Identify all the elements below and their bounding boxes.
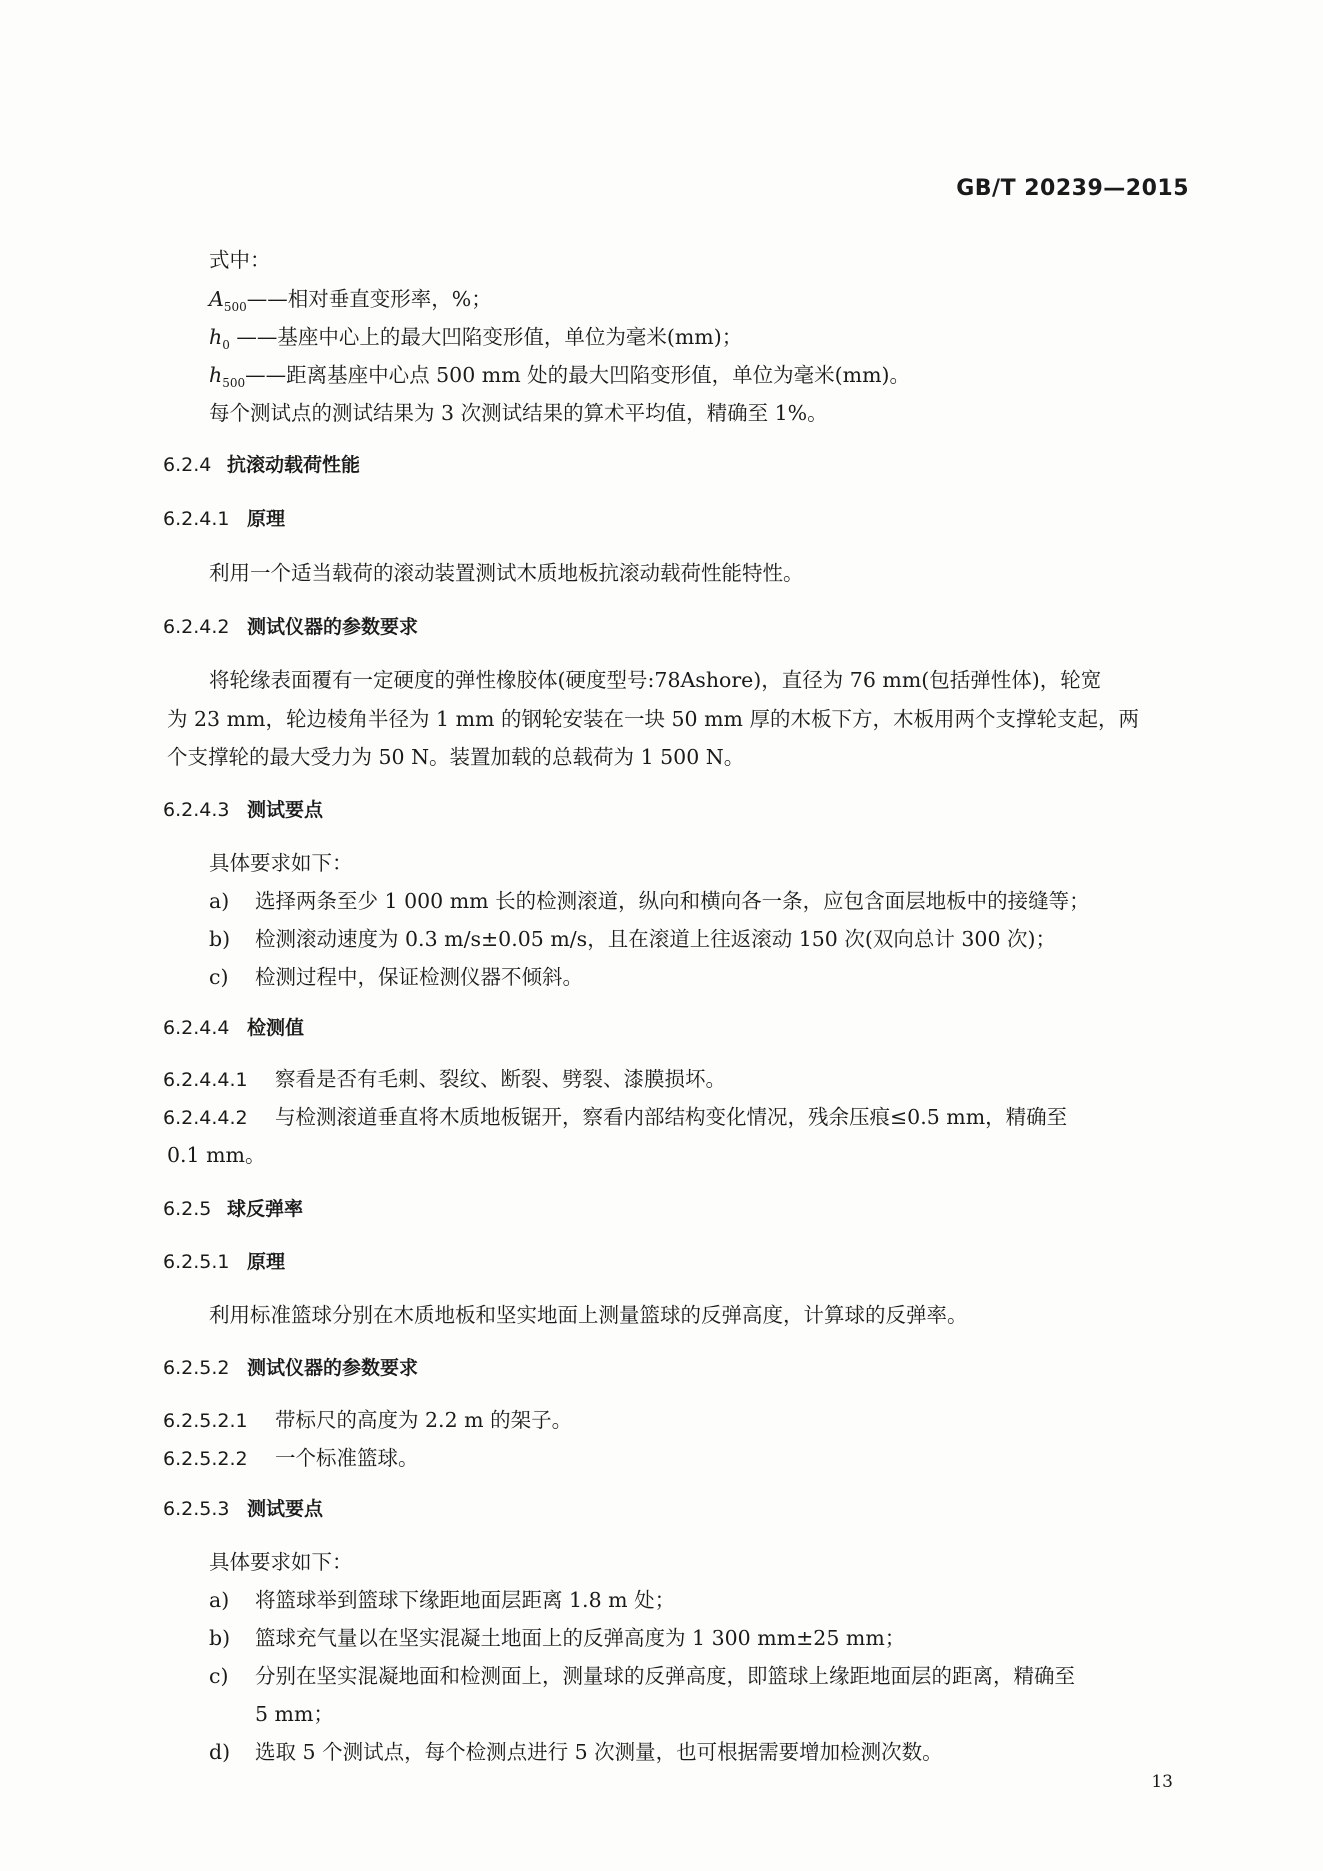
formula-intro: 式中：	[209, 248, 271, 272]
section-heading-6-2-5-1: 6.2.5.1 原理	[163, 1251, 286, 1273]
result-note: 每个测试点的测试结果为 3 次测试结果的算术平均值，精确至 1%。	[209, 401, 828, 425]
symbol: $h_0$	[209, 325, 230, 353]
symbol: $h_{500}$	[209, 363, 246, 391]
section-heading-6-2-4-2: 6.2.4.2 测试仪器的参数要求	[163, 616, 419, 638]
paragraph: 利用一个适当载荷的滚动装置测试木质地板抗滚动载荷性能特性。	[209, 561, 804, 585]
list-intro: 具体要求如下：	[209, 1550, 353, 1574]
legend-text: ——距离基座中心点 500 mm 处的最大凹陷变形值，单位为毫米(mm)。	[245, 363, 911, 387]
list-item: b) 篮球充气量以在坚实混凝土地面上的反弹高度为 1 300 mm±25 mm；	[209, 1626, 906, 1650]
list-item: c) 检测过程中，保证检测仪器不倾斜。	[209, 965, 583, 989]
section-heading-6-2-4-4: 6.2.4.4 检测值	[163, 1017, 305, 1039]
legend-row-a500	[209, 282, 492, 314]
section-heading-6-2-5-3: 6.2.5.3 测试要点	[163, 1498, 324, 1520]
list-item: c) 分别在坚实混凝地面和检测面上，测量球的反弹高度，即篮球上缘距地面层的距离，精确至	[209, 1664, 1075, 1688]
subclause: 6.2.4.4.2 与检测滚道垂直将木质地板锯开，察看内部结构变化情况，残余压痕≤0.5 mm，精确至	[163, 1105, 1068, 1129]
subclause: 6.2.4.4.1 察看是否有毛刺、裂纹、断裂、劈裂、漆膜损坏。	[163, 1067, 726, 1091]
subclause: 6.2.5.2.1 带标尺的高度为 2.2 m 的架子。	[163, 1408, 573, 1432]
subclause-continuation: 0.1 mm。	[167, 1143, 266, 1167]
paragraph-line: 为 23 mm，轮边棱角半径为 1 mm 的钢轮安装在一块 50 mm 厚的木板下方，木板用两个支撑轮支起，两	[167, 707, 1139, 731]
list-item-continuation: 5 mm；	[255, 1702, 334, 1726]
list-item: a) 将篮球举到篮球下缘距地面层距离 1.8 m 处；	[209, 1588, 676, 1612]
symbol: $A_{500}$	[209, 287, 247, 315]
paragraph-line: 个支撑轮的最大受力为 50 N。装置加载的总载荷为 1 500 N。	[167, 745, 745, 769]
legend-text: ——基座中心上的最大凹陷变形值，单位为毫米(mm)；	[229, 325, 743, 349]
paragraph-line: 将轮缘表面覆有一定硬度的弹性橡胶体(硬度型号:78Ashore)，直径为 76 mm(包括弹性体)，轮宽	[209, 668, 1102, 692]
section-heading-6-2-5: 6.2.5 球反弹率	[163, 1198, 304, 1220]
list-item: b) 检测滚动速度为 0.3 m/s±0.05 m/s，且在滚道上往返滚动 150 次(双向总计 300 次)；	[209, 927, 1057, 951]
section-heading-6-2-4-3: 6.2.4.3 测试要点	[163, 799, 324, 821]
standard-code: GB/T 20239—2015	[956, 176, 1189, 201]
list-intro: 具体要求如下：	[209, 851, 353, 875]
section-heading-6-2-4-1: 6.2.4.1 原理	[163, 508, 286, 530]
list-item: d) 选取 5 个测试点，每个检测点进行 5 次测量，也可根据需要增加检测次数。	[209, 1740, 943, 1764]
legend-row-h500	[209, 358, 910, 390]
page-number: 13	[1151, 1772, 1173, 1792]
legend-text: ——相对垂直变形率，%；	[246, 287, 492, 311]
subclause: 6.2.5.2.2 一个标准篮球。	[163, 1446, 419, 1470]
legend-row-h0	[209, 320, 742, 352]
section-heading-6-2-5-2: 6.2.5.2 测试仪器的参数要求	[163, 1357, 419, 1379]
list-item: a) 选择两条至少 1 000 mm 长的检测滚道，纵向和横向各一条，应包含面层地板中的接缝等；	[209, 889, 1090, 913]
section-heading-6-2-4: 6.2.4 抗滚动载荷性能	[163, 454, 361, 476]
paragraph: 利用标准篮球分别在木质地板和坚实地面上测量篮球的反弹高度，计算球的反弹率。	[209, 1303, 968, 1327]
